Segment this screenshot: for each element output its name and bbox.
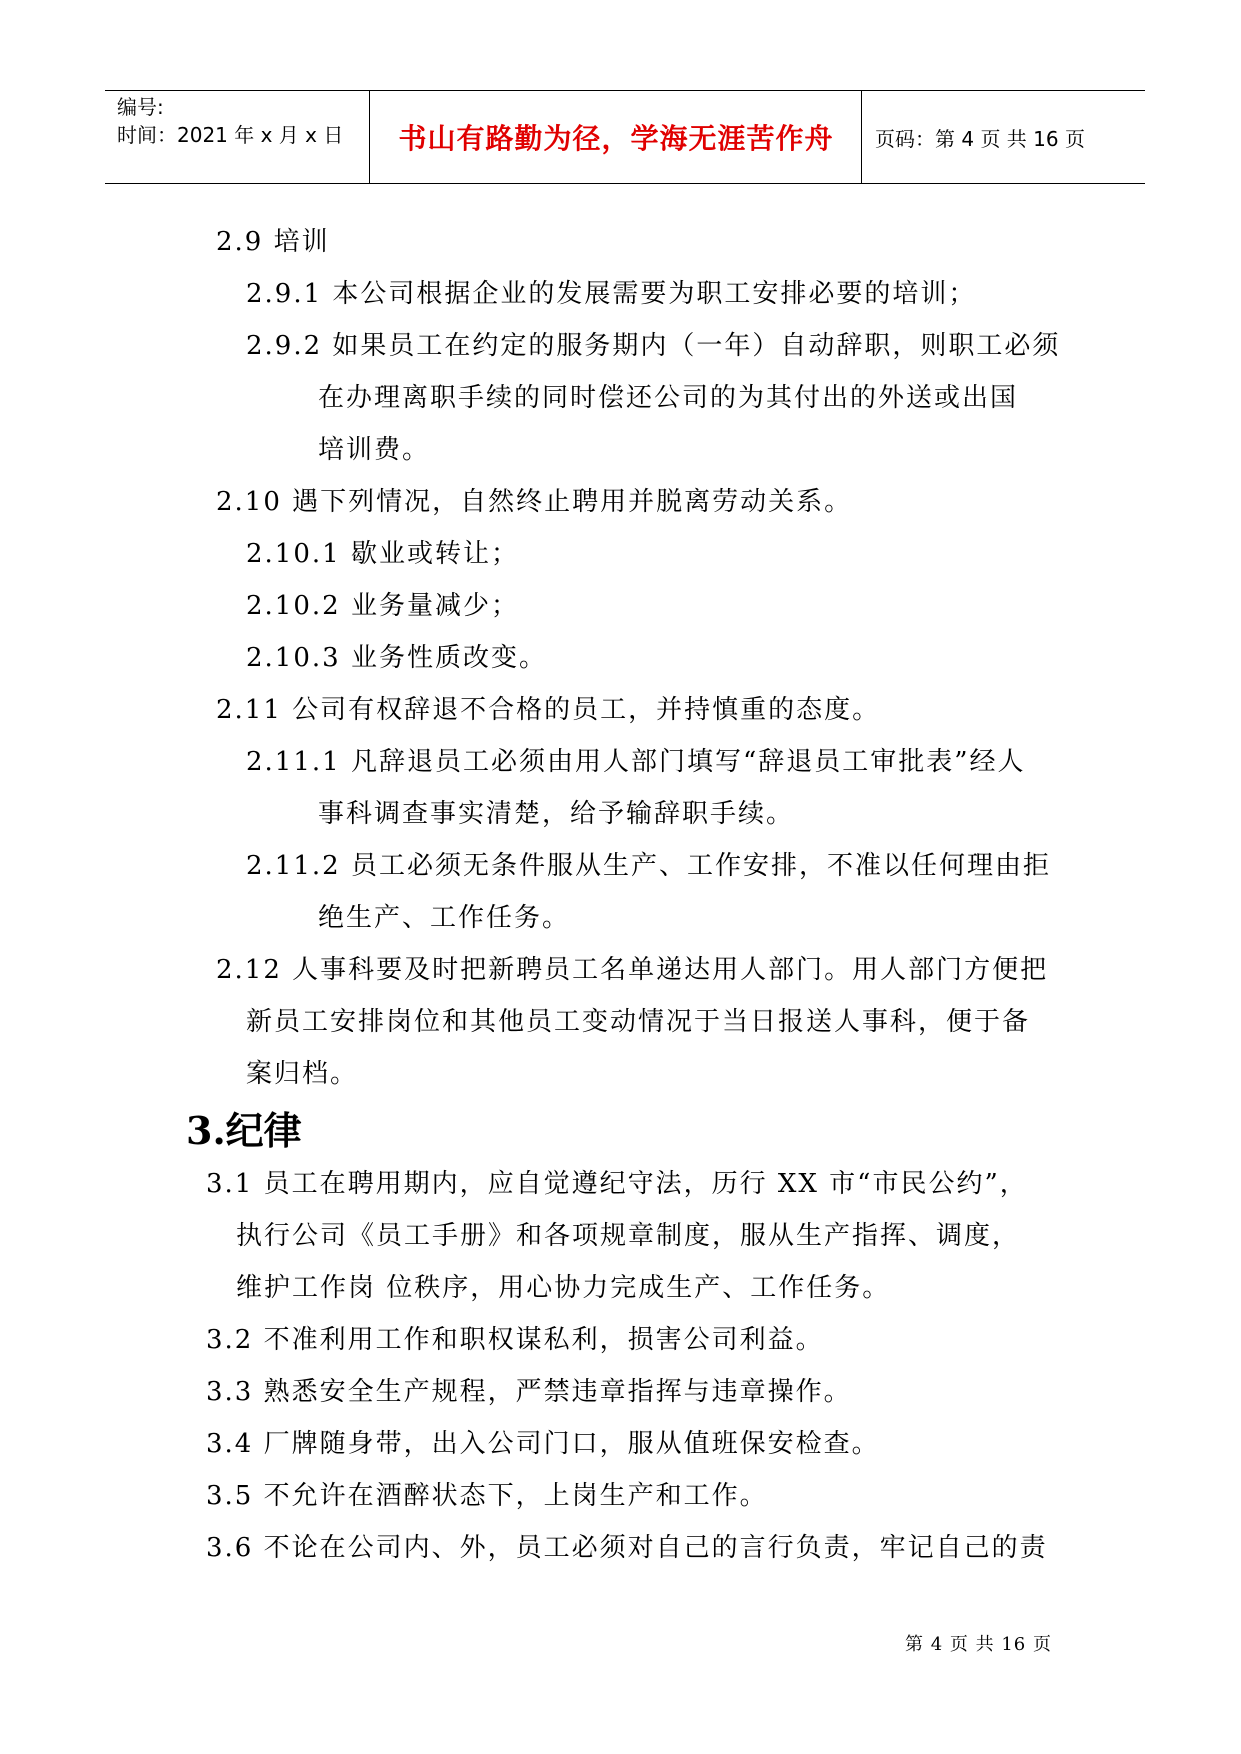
number-label: 编号: bbox=[117, 95, 164, 119]
clause-2-9-2: 2.9.2 如果员工在约定的服务期内（一年）自动辞职，则职工必须 bbox=[246, 331, 1061, 361]
time-label: 时间：2021 年 x 月 x 日 bbox=[117, 123, 344, 147]
clause-3-3: 3.3 熟悉安全生产规程，严禁违章指挥与违章操作。 bbox=[206, 1377, 852, 1407]
clause-3-1-cont: 维护工作岗 位秩序，用心协力完成生产、工作任务。 bbox=[236, 1273, 891, 1303]
section-2-12: 2.12 人事科要及时把新聘员工名单递达用人部门。用人部门方便把 bbox=[216, 955, 1049, 985]
clause-2-10-1: 2.10.1 歇业或转让； bbox=[246, 539, 519, 569]
clause-3-1: 3.1 员工在聘用期内，应自觉遵纪守法，历行 XX 市“市民公约”， bbox=[206, 1169, 1028, 1199]
clause-2-11-2-cont: 绝生产、工作任务。 bbox=[318, 903, 571, 933]
header-page-info: 页码：第 4 页 共 16 页 bbox=[875, 126, 1085, 151]
section-2-12-cont: 案归档。 bbox=[246, 1059, 359, 1089]
document-header bbox=[105, 90, 1145, 184]
clause-2-11-1-cont: 事科调查事实清楚，给予输辞职手续。 bbox=[318, 799, 795, 829]
clause-3-5: 3.5 不允许在酒醉状态下，上岗生产和工作。 bbox=[206, 1481, 768, 1511]
clause-3-1-cont: 执行公司《员工手册》和各项规章制度，服从生产指挥、调度， bbox=[236, 1221, 1021, 1251]
clause-3-6: 3.6 不论在公司内、外，员工必须对自己的言行负责，牢记自己的责 bbox=[206, 1533, 1048, 1563]
header-divider bbox=[369, 91, 370, 183]
header-motto: 书山有路勤为径，学海无涯苦作舟 bbox=[398, 122, 834, 155]
section-2-10-title: 2.10 遇下列情况，自然终止聘用并脱离劳动关系。 bbox=[216, 487, 853, 517]
clause-2-10-2: 2.10.2 业务量减少； bbox=[246, 591, 519, 621]
clause-3-4: 3.4 厂牌随身带，出入公司门口，服从值班保安检查。 bbox=[206, 1429, 880, 1459]
clause-2-11-1: 2.11.1 凡辞退员工必须由用人部门填写“辞退员工审批表”经人 bbox=[246, 747, 1026, 777]
section-2-9-title: 2.9 培训 bbox=[216, 227, 330, 257]
section-2-11-title: 2.11 公司有权辞退不合格的员工，并持慎重的态度。 bbox=[216, 695, 881, 725]
chapter-3-heading: 3.纪律 bbox=[186, 1108, 302, 1153]
clause-2-9-2-cont: 在办理离职手续的同时偿还公司的为其付出的外送或出国 bbox=[318, 383, 1019, 413]
clause-2-9-1: 2.9.1 本公司根据企业的发展需要为职工安排必要的培训； bbox=[246, 279, 977, 309]
clause-2-11-2: 2.11.2 员工必须无条件服从生产、工作安排，不准以任何理由拒 bbox=[246, 851, 1051, 881]
clause-2-10-3: 2.10.3 业务性质改变。 bbox=[246, 643, 547, 673]
clause-2-9-2-cont: 培训费。 bbox=[318, 435, 431, 465]
clause-3-2: 3.2 不准利用工作和职权谋私利，损害公司利益。 bbox=[206, 1325, 824, 1355]
page-footer: 第 4 页 共 16 页 bbox=[905, 1634, 1052, 1655]
header-divider bbox=[861, 91, 862, 183]
header-meta bbox=[117, 93, 367, 149]
section-2-12-cont: 新员工安排岗位和其他员工变动情况于当日报送人事科，便于备 bbox=[246, 1007, 1031, 1037]
